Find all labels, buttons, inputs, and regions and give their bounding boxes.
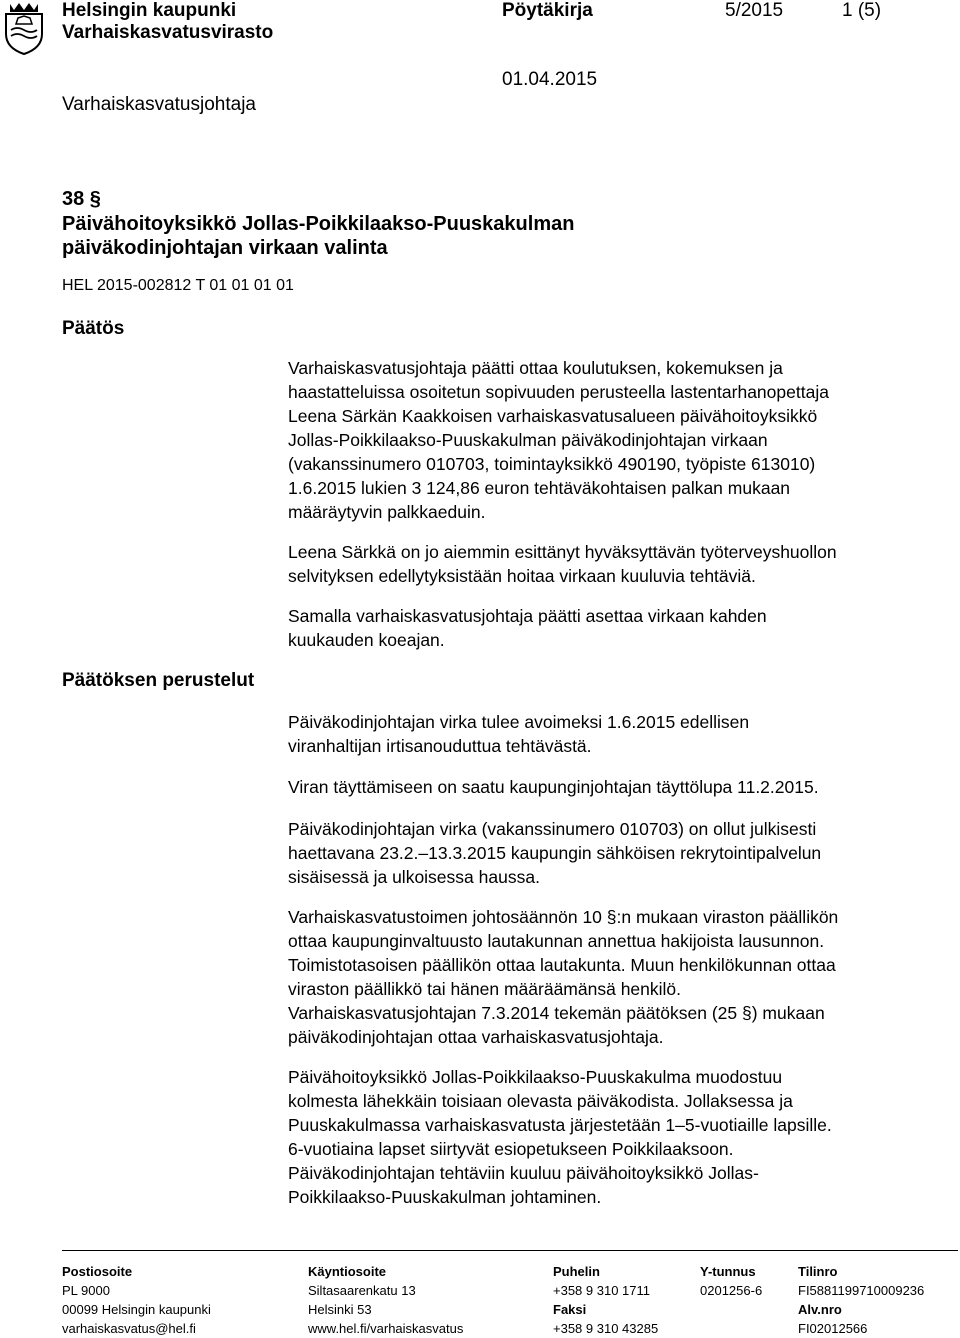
footer-heading: Tilinro bbox=[798, 1264, 838, 1279]
footer-email: varhaiskasvatus@hel.fi bbox=[62, 1321, 196, 1336]
footer-value: +358 9 310 43285 bbox=[553, 1321, 659, 1336]
text-line: Viran täyttämiseen on saatu kaupunginjohtajan täyttölupa 11.2.2015. bbox=[288, 777, 819, 797]
justification-paragraph-5 bbox=[288, 1065, 948, 1209]
footer-postal bbox=[62, 1262, 211, 1338]
section-number: 38 § bbox=[62, 188, 101, 210]
text-line: selvityksen edellytyksistään hoitaa virkaan kuuluvia tehtäviä. bbox=[288, 566, 756, 586]
justification-label: Päätöksen perustelut bbox=[62, 670, 255, 691]
text-line: Päiväkodinjohtajan virka tulee avoimeksi 1.6.2015 edellisen bbox=[288, 712, 750, 732]
text-line: sisäisessä ja ulkoisessa haussa. bbox=[288, 867, 540, 887]
helsinki-crest-icon bbox=[2, 0, 46, 56]
text-line: haettavana 23.2.–13.3.2015 kaupungin sähköisen rekrytointipalvelun bbox=[288, 843, 822, 863]
page-count: 1 (5) bbox=[842, 0, 882, 21]
footer-business-id bbox=[700, 1262, 762, 1300]
footer-heading: Alv.nro bbox=[798, 1302, 842, 1317]
text-line: kuukauden koeajan. bbox=[288, 630, 445, 650]
text-line: (vakanssinumero 010703, toimintayksikkö 490190, työpiste 613010) bbox=[288, 454, 816, 474]
text-line: 1.6.2015 lukien 3 124,86 euron tehtäväkohtaisen palkan mukaan bbox=[288, 478, 791, 498]
decision-paragraph-1 bbox=[288, 356, 948, 524]
text-line: 6-vuotiaina lapset siirtyvät esiopetukseen Poikkilaaksoon. bbox=[288, 1139, 734, 1159]
footer-value: PL 9000 bbox=[62, 1283, 110, 1298]
footer-value: 0201256-6 bbox=[700, 1283, 763, 1298]
text-line: Leena Särkkä on jo aiemmin esittänyt hyväksyttävän työterveyshuollon bbox=[288, 542, 837, 562]
agency-name: Varhaiskasvatusvirasto bbox=[62, 22, 274, 43]
footer-value: +358 9 310 1711 bbox=[553, 1283, 650, 1298]
meeting-date: 01.04.2015 bbox=[502, 69, 598, 90]
text-line: Päiväkodinjohtajan tehtäviin kuuluu päivähoitoyksikkö Jollas- bbox=[288, 1163, 759, 1183]
footer-heading: Y-tunnus bbox=[700, 1264, 756, 1279]
footer-phone bbox=[553, 1262, 658, 1338]
text-line: Jollas-Poikkilaakso-Puuskakulman päiväkodinjohtajan virkaan bbox=[288, 430, 768, 450]
footer-account bbox=[798, 1262, 924, 1338]
footer-value: FI5881199710009236 bbox=[798, 1283, 925, 1298]
text-line: Päivähoitoyksikkö Jollas-Poikkilaakso-Puuskakulma muodostuu bbox=[288, 1067, 783, 1087]
text-line: viraston päällikkö tai hänen määräämänsä henkilö. bbox=[288, 979, 682, 999]
footer-heading: Käyntiosoite bbox=[308, 1264, 387, 1279]
text-line: Varhaiskasvatusjohtajan 7.3.2014 tekemän päätöksen (25 §) mukaan bbox=[288, 1003, 825, 1023]
section-title-line1: Päivähoitoyksikkö Jollas-Poikkilaakso-Puuskakulman bbox=[62, 213, 575, 235]
text-line: viranhaltijan irtisanouduttua tehtävästä. bbox=[288, 736, 592, 756]
decision-paragraph-2 bbox=[288, 540, 948, 588]
footer-visiting bbox=[308, 1262, 463, 1338]
official-title: Varhaiskasvatusjohtaja bbox=[62, 94, 256, 115]
decision-label: Päätös bbox=[62, 318, 125, 339]
text-line: Samalla varhaiskasvatusjohtaja päätti asettaa virkaan kahden bbox=[288, 606, 767, 626]
text-line: kolmesta lähekkäin toisiaan olevasta päiväkodista. Jollaksessa ja bbox=[288, 1091, 793, 1111]
org-name: Helsingin kaupunki bbox=[62, 0, 237, 21]
text-line: päiväkodinjohtajan ottaa varhaiskasvatusjohtaja. bbox=[288, 1027, 664, 1047]
text-line: Varhaiskasvatustoimen johtosäännön 10 §:n mukaan viraston päällikön bbox=[288, 907, 839, 927]
text-line: Varhaiskasvatusjohtaja päätti ottaa koulutuksen, kokemuksen ja bbox=[288, 358, 783, 378]
footer-heading: Postiosoite bbox=[62, 1264, 133, 1279]
footer-heading: Faksi bbox=[553, 1302, 587, 1317]
footer-heading: Puhelin bbox=[553, 1264, 600, 1279]
footer-value: FI02012566 bbox=[798, 1321, 868, 1336]
text-line: Puuskakulmassa varhaiskasvatusta järjestetään 1–5-vuotiaille lapsille. bbox=[288, 1115, 832, 1135]
decision-paragraph-3 bbox=[288, 604, 948, 652]
text-line: haastatteluissa osoitetun sopivuuden perusteella lastentarhanopettaja bbox=[288, 382, 829, 402]
footer-value: 00099 Helsingin kaupunki bbox=[62, 1302, 211, 1317]
justification-paragraph-3 bbox=[288, 817, 948, 889]
footer-website: www.hel.fi/varhaiskasvatus bbox=[308, 1321, 464, 1336]
text-line: ottaa kaupunginvaltuusto lautakunnan annettua hakijoista lausunnon. bbox=[288, 931, 825, 951]
text-line: Toimistotasoisen päällikön ottaa lautakunta. Muun henkilökunnan ottaa bbox=[288, 955, 836, 975]
justification-paragraph-4 bbox=[288, 905, 948, 1049]
doc-number: 5/2015 bbox=[725, 0, 784, 21]
text-line: määräytyvin palkkaeduin. bbox=[288, 502, 486, 522]
doc-type: Pöytäkirja bbox=[502, 0, 593, 21]
text-line: Päiväkodinjohtajan virka (vakanssinumero 010703) on ollut julkisesti bbox=[288, 819, 817, 839]
section-title-line2: päiväkodinjohtajan virkaan valinta bbox=[62, 237, 388, 259]
text-line: Leena Särkän Kaakkoisen varhaiskasvatusalueen päivähoitoyksikkö bbox=[288, 406, 818, 426]
diary-number: HEL 2015-002812 T 01 01 01 01 bbox=[62, 277, 294, 294]
footer-value: Siltasaarenkatu 13 bbox=[308, 1283, 416, 1298]
justification-paragraph-2 bbox=[288, 775, 948, 799]
justification-paragraph-1 bbox=[288, 710, 948, 758]
footer-divider bbox=[62, 1250, 958, 1251]
footer-value: Helsinki 53 bbox=[308, 1302, 372, 1317]
text-line: Poikkilaakso-Puuskakulman johtaminen. bbox=[288, 1187, 602, 1207]
